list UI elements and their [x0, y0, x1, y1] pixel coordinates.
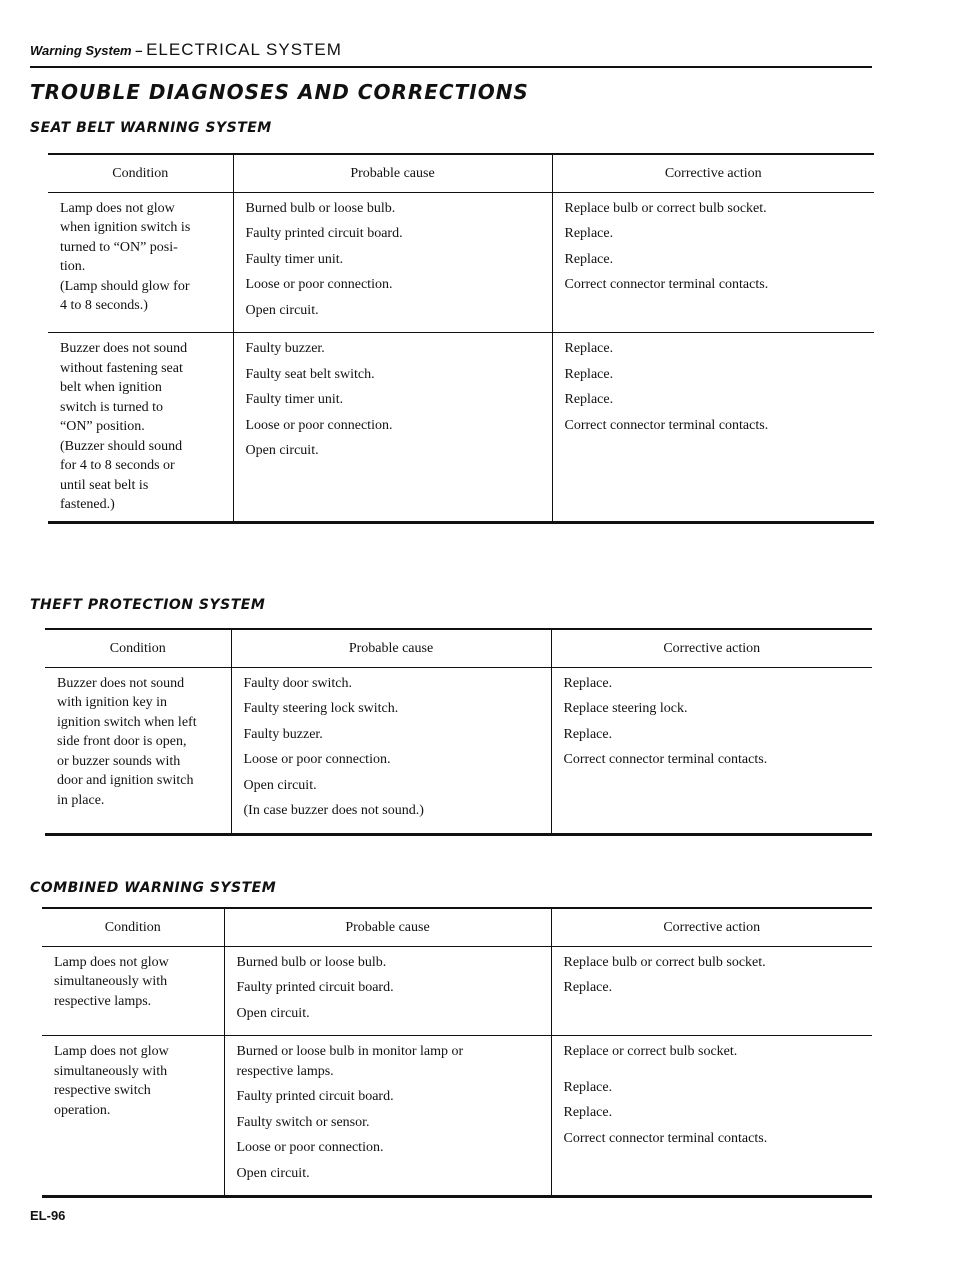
- condition-line: switch is turned to: [60, 399, 164, 415]
- corrective-action-cell: [552, 192, 874, 333]
- cause-line: (In case buzzer does not sound.): [243, 803, 424, 818]
- condition-line: turned to “ON” posi-: [60, 239, 178, 255]
- section-title-seat-belt: SEAT BELT WARNING SYSTEM: [30, 120, 272, 136]
- combined-warning-table: [42, 907, 872, 1198]
- table-row: [42, 946, 872, 1036]
- action-line: Replace.: [564, 251, 614, 267]
- cause-line: Burned bulb or loose bulb.: [245, 200, 396, 216]
- corrective-action-cell: [551, 946, 872, 1036]
- cause-line: Faulty buzzer.: [245, 341, 325, 356]
- seat-belt-table: [48, 153, 874, 524]
- condition-cell: [48, 333, 233, 523]
- condition-line: side front door is open,: [57, 734, 187, 749]
- action-line: Replace steering lock.: [563, 701, 688, 716]
- action-line: Correct connector terminal contacts.: [564, 417, 769, 433]
- action-line: Replace bulb or correct bulb socket.: [564, 200, 767, 216]
- condition-line: (Lamp should glow for: [60, 278, 190, 294]
- column-header-condition: Condition: [42, 908, 224, 946]
- cause-line: Loose or poor connection.: [245, 277, 393, 292]
- condition-line: belt when ignition: [60, 380, 162, 395]
- column-header-probable-cause: Probable cause: [231, 629, 551, 667]
- column-header-condition: Condition: [48, 154, 233, 192]
- condition-line: simultaneously with: [54, 974, 168, 989]
- cause-line: Faulty timer unit.: [245, 392, 344, 407]
- section-name: ELECTRICAL SYSTEM: [146, 40, 342, 59]
- action-spacer: [564, 1068, 865, 1078]
- section-label: Warning System –: [30, 43, 147, 58]
- condition-line: or buzzer sounds with: [57, 753, 181, 769]
- condition-cell: [45, 667, 231, 834]
- probable-cause-cell: [231, 667, 551, 834]
- action-line: Replace.: [563, 675, 613, 691]
- condition-line: in place.: [57, 792, 105, 808]
- condition-line: “ON” position.: [60, 419, 145, 434]
- table-header-row: [42, 908, 872, 946]
- running-head: [30, 40, 872, 68]
- action-line: Correct connector terminal contacts.: [564, 277, 769, 292]
- section-title-theft-protection: THEFT PROTECTION SYSTEM: [30, 597, 266, 613]
- cause-line: Open circuit.: [243, 777, 317, 793]
- section-title-combined-warning: COMBINED WARNING SYSTEM: [30, 880, 277, 896]
- condition-line: Buzzer does not sound: [60, 341, 188, 356]
- cause-line: Loose or poor connection.: [243, 752, 391, 767]
- table-row: [45, 667, 872, 834]
- page-title: TROUBLE DIAGNOSES AND CORRECTIONS: [30, 80, 529, 104]
- cause-line: Faulty printed circuit board.: [236, 980, 394, 995]
- probable-cause-cell: [233, 192, 552, 333]
- condition-line: with ignition key in: [57, 695, 168, 710]
- condition-line: operation.: [54, 1102, 111, 1118]
- column-header-probable-cause: Probable cause: [233, 154, 552, 192]
- table-header-row: [48, 154, 874, 192]
- action-line: Replace bulb or correct bulb socket.: [563, 954, 766, 970]
- cause-line: Faulty printed circuit board.: [236, 1089, 394, 1104]
- condition-line: fastened.): [60, 497, 115, 512]
- corrective-action-cell: [551, 1036, 872, 1197]
- action-line: Replace.: [563, 726, 613, 742]
- probable-cause-cell: [233, 333, 552, 523]
- column-header-probable-cause: Probable cause: [224, 908, 551, 946]
- corrective-action-cell: [552, 333, 874, 523]
- cause-line: respective lamps.: [236, 1063, 334, 1079]
- action-line: Replace.: [564, 366, 614, 382]
- condition-line: Buzzer does not sound: [57, 675, 185, 691]
- condition-cell: [42, 946, 224, 1036]
- condition-line: Lamp does not glow: [54, 1044, 169, 1059]
- column-header-corrective-action: Corrective action: [552, 154, 874, 192]
- condition-line: 4 to 8 seconds.): [60, 298, 148, 313]
- action-line: Replace or correct bulb socket.: [563, 1044, 738, 1059]
- corrective-action-cell: [551, 667, 872, 834]
- probable-cause-cell: [224, 1036, 551, 1197]
- table-row: [48, 192, 874, 333]
- column-header-corrective-action: Corrective action: [551, 908, 872, 946]
- condition-line: Lamp does not glow: [54, 954, 169, 970]
- action-line: Replace.: [563, 1105, 613, 1120]
- action-line: Replace.: [564, 392, 614, 407]
- probable-cause-cell: [224, 946, 551, 1036]
- condition-line: when ignition switch is: [60, 220, 191, 235]
- cause-line: Open circuit.: [236, 1165, 310, 1181]
- condition-line: until seat belt is: [60, 477, 149, 493]
- column-header-condition: Condition: [45, 629, 231, 667]
- cause-line: Loose or poor connection.: [236, 1140, 384, 1155]
- condition-line: door and ignition switch: [57, 773, 194, 788]
- cause-line: Open circuit.: [245, 443, 319, 458]
- condition-cell: [48, 192, 233, 333]
- cause-line: Burned or loose bulb in monitor lamp or: [236, 1044, 464, 1059]
- condition-line: Lamp does not glow: [60, 200, 175, 216]
- theft-protection-table: [45, 628, 872, 836]
- condition-line: for 4 to 8 seconds or: [60, 458, 175, 473]
- condition-line: ignition switch when left: [57, 714, 197, 730]
- action-line: Replace.: [564, 341, 614, 356]
- column-header-corrective-action: Corrective action: [551, 629, 872, 667]
- cause-line: Faulty seat belt switch.: [245, 366, 375, 382]
- action-line: Replace.: [563, 1079, 613, 1095]
- condition-line: respective switch: [54, 1083, 151, 1098]
- cause-line: Faulty switch or sensor.: [236, 1114, 370, 1130]
- action-line: Replace.: [564, 226, 614, 241]
- table-header-row: [45, 629, 872, 667]
- cause-line: Open circuit.: [245, 302, 319, 318]
- cause-line: Faulty timer unit.: [245, 251, 344, 267]
- condition-line: (Buzzer should sound: [60, 438, 183, 454]
- condition-line: tion.: [60, 259, 86, 274]
- cause-line: Faulty printed circuit board.: [245, 226, 403, 241]
- condition-line: without fastening seat: [60, 360, 183, 376]
- condition-line: respective lamps.: [54, 993, 152, 1009]
- cause-line: Faulty buzzer.: [243, 726, 323, 742]
- condition-line: simultaneously with: [54, 1063, 168, 1079]
- cause-line: Open circuit.: [236, 1005, 310, 1021]
- action-line: Correct connector terminal contacts.: [563, 752, 768, 767]
- cause-line: Faulty door switch.: [243, 675, 352, 691]
- action-line: Replace.: [563, 980, 613, 995]
- condition-cell: [42, 1036, 224, 1197]
- cause-line: Burned bulb or loose bulb.: [236, 954, 387, 970]
- page-number: EL-96: [30, 1208, 66, 1223]
- action-line: Correct connector terminal contacts.: [563, 1130, 768, 1146]
- cause-line: Loose or poor connection.: [245, 417, 393, 433]
- table-row: [42, 1036, 872, 1197]
- table-row: [48, 333, 874, 523]
- cause-line: Faulty steering lock switch.: [243, 701, 399, 716]
